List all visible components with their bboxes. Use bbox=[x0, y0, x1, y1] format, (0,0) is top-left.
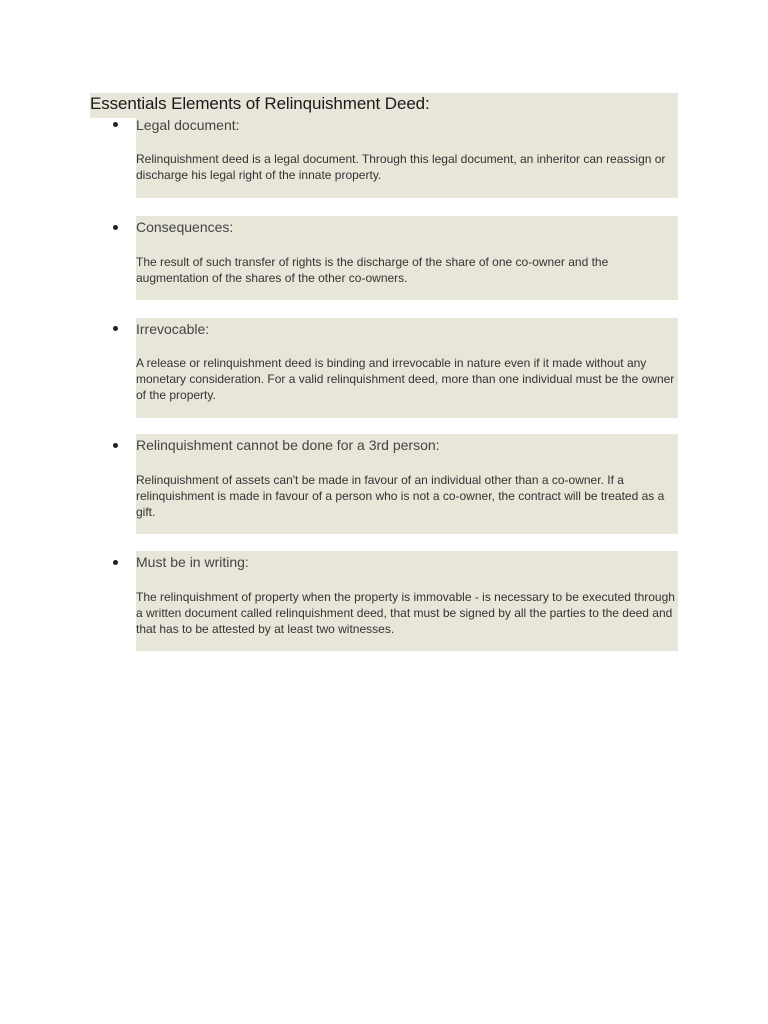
bullet-icon bbox=[113, 326, 118, 331]
section-heading: Legal document: bbox=[136, 117, 240, 133]
section-heading: Consequences: bbox=[136, 219, 234, 235]
bullet-icon bbox=[113, 225, 118, 230]
page-title: Essentials Elements of Relinquishment Deed: bbox=[90, 94, 430, 113]
bullet-icon bbox=[113, 560, 118, 565]
section-body: A release or relinquishment deed is binding and irrevocable in nature even if it made without any monetary consideration. For a valid relinquishment deed, more than one individual must be the owner of the property. bbox=[136, 356, 675, 402]
bullet-icon bbox=[113, 122, 118, 127]
section-body: Relinquishment deed is a legal document. Through this legal document, an inheritor can reassign or discharge his legal right of the innate property. bbox=[136, 152, 666, 182]
bullet-icon bbox=[113, 443, 118, 448]
section-body: Relinquishment of assets can't be made in favour of an individual other than a co-owner. If a relinquishment is made in favour of a person who is not a co-owner, the contract will be treated as a gift. bbox=[136, 473, 665, 519]
section-body: The result of such transfer of rights is the discharge of the share of one co-owner and the augmentation of the shares of the other co-owners. bbox=[136, 255, 609, 285]
section-heading: Relinquishment cannot be done for a 3rd person: bbox=[136, 437, 440, 453]
bullet-band bbox=[136, 318, 678, 340]
section-heading: Irrevocable: bbox=[136, 321, 210, 337]
section-body: The relinquishment of property when the property is immovable - is necessary to be executed through a written document called relinquishment deed, that must be signed by all the parties to the deed and that has to be attested by at least two witnesses. bbox=[136, 590, 675, 636]
section-heading: Must be in writing: bbox=[136, 554, 249, 570]
